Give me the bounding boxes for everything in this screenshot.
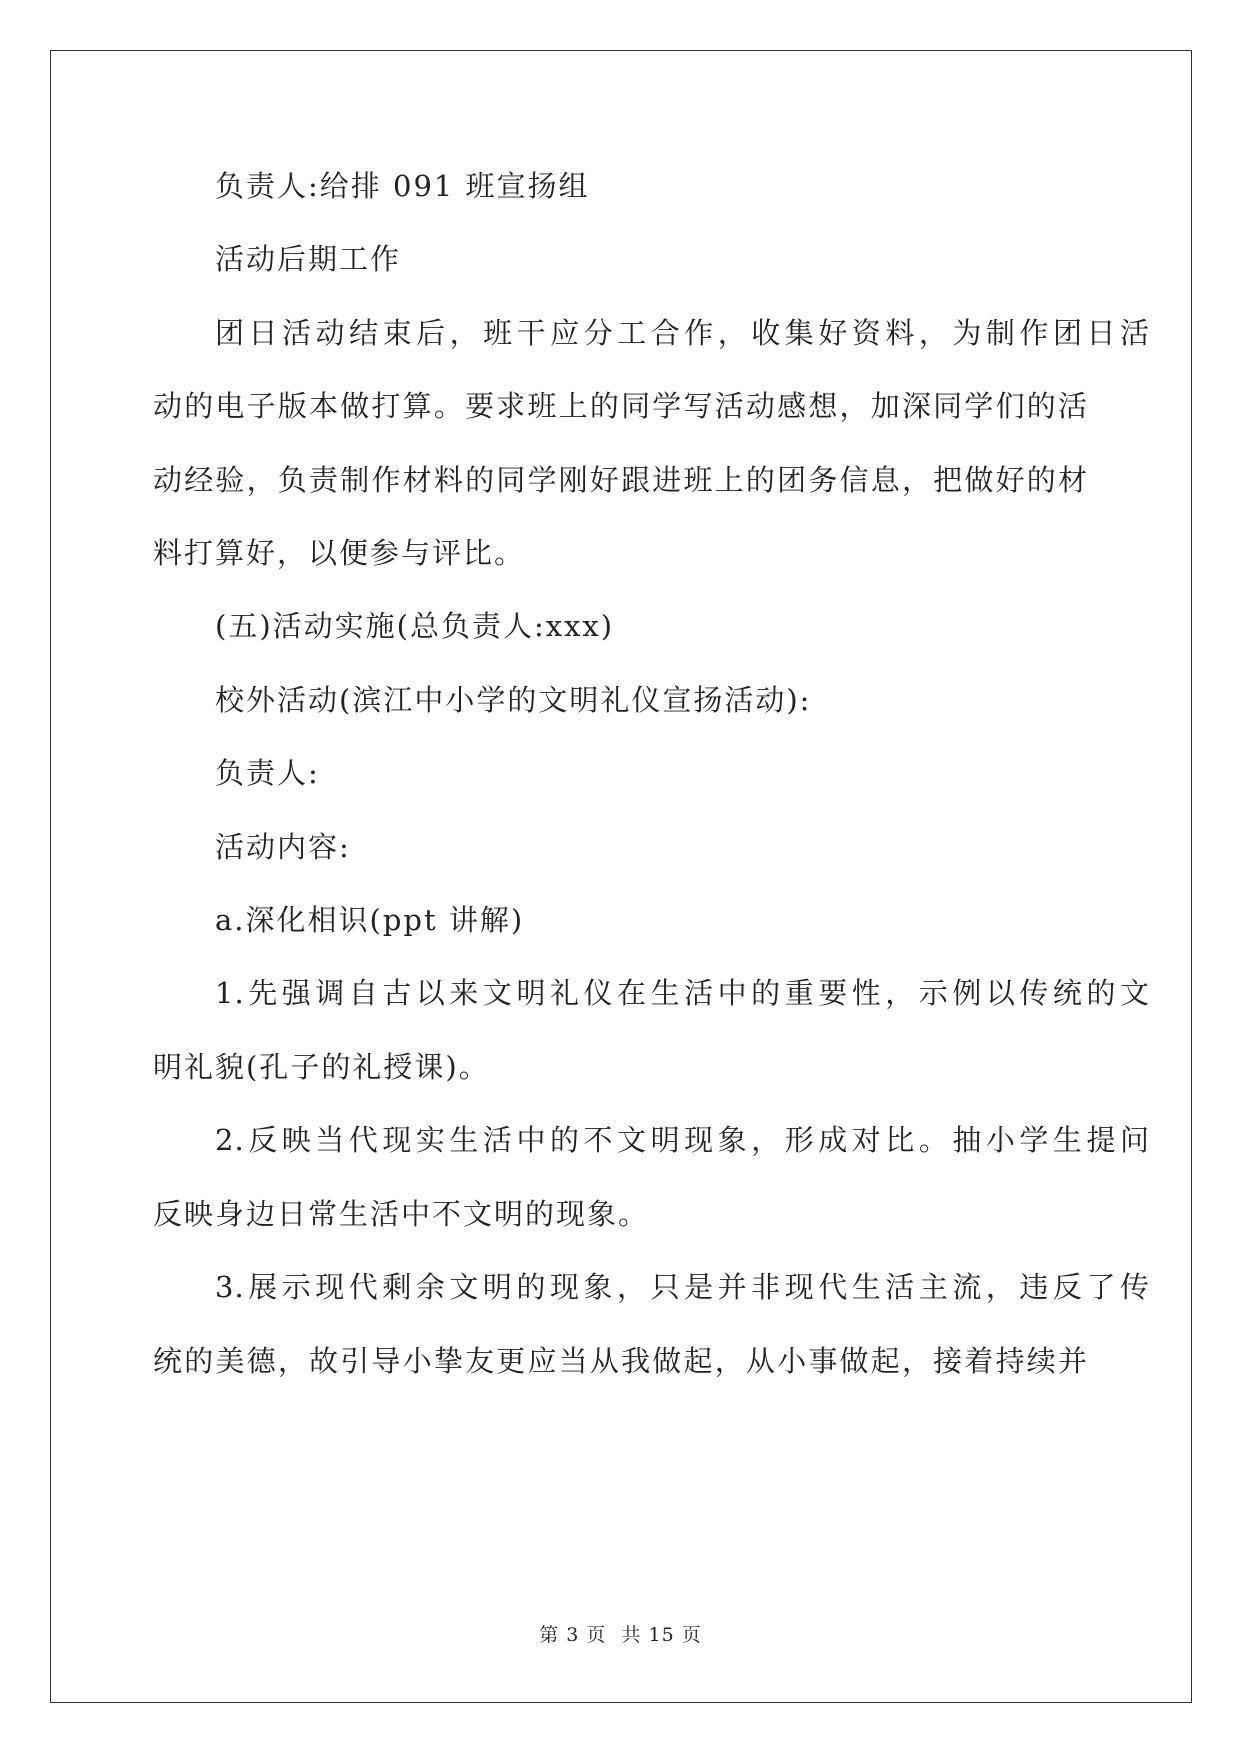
text-line: 1.先强调自古以来文明礼仪在生活中的重要性，示例以传统的文 — [215, 976, 1150, 1010]
document-body — [153, 163, 1150, 1563]
text-line: 明礼貌(孔子的礼授课)。 — [153, 1050, 490, 1084]
text-line: 负责人: — [215, 756, 320, 790]
page-number: 第 3 页 — [539, 1624, 607, 1646]
text-line: 校外活动(滨江中小学的文明礼仪宣扬活动): — [215, 683, 812, 717]
text-line: 统的美德，故引导小挚友更应当从我做起，从小事做起，接着持续并 — [153, 1344, 1088, 1378]
text-line: 活动后期工作 — [215, 242, 402, 276]
page-footer — [0, 1620, 1241, 1647]
section-heading: (五)活动实施(总负责人:xxx) — [215, 609, 615, 643]
text-line: 动的电子版本做打算。要求班上的同学写活动感想，加深同学们的活 — [153, 389, 1088, 423]
text-line: 3.展示现代剩余文明的现象，只是并非现代生活主流，违反了传 — [215, 1270, 1150, 1304]
text-line: 动经验，负责制作材料的同学刚好跟进班上的团务信息，把做好的材 — [153, 463, 1088, 497]
text-line: 2.反映当代现实生活中的不文明现象，形成对比。抽小学生提问 — [215, 1123, 1150, 1157]
page-total: 共 15 页 — [621, 1624, 702, 1646]
text-line: 反映身边日常生活中不文明的现象。 — [153, 1197, 650, 1231]
text-line: 团日活动结束后，班干应分工合作，收集好资料，为制作团日活 — [215, 316, 1150, 350]
text-line: 活动内容: — [215, 830, 351, 864]
text-line: 负责人:给排 091 班宣扬组 — [215, 169, 590, 203]
text-line: a.深化相识(ppt 讲解) — [215, 903, 525, 937]
text-line: 料打算好，以便参与评比。 — [153, 536, 526, 570]
